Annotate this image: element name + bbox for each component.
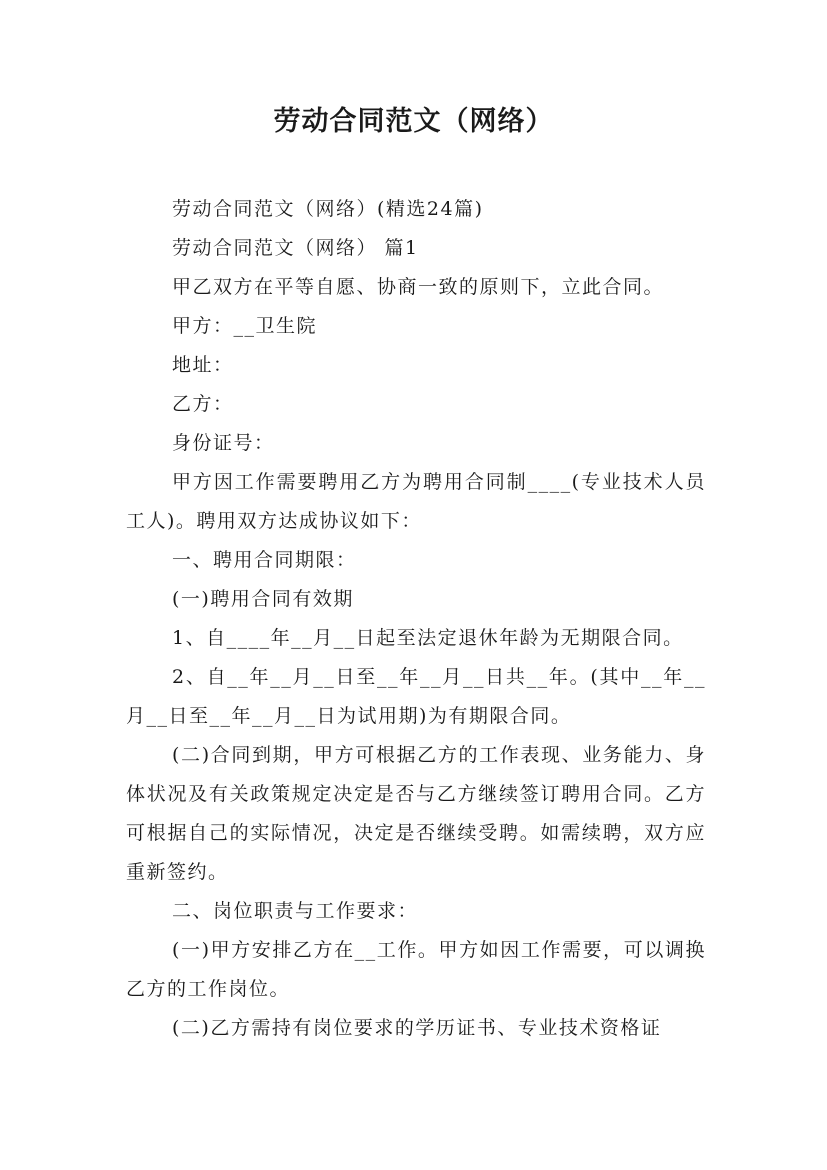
paragraph-subtitle: 劳动合同范文（网络）(精选24篇) [172, 198, 484, 220]
document-body [126, 190, 706, 1048]
paragraph-party-b: 乙方： [172, 393, 234, 415]
paragraph-assignment: (一)甲方安排乙方在__工作。甲方如因工作需要，可以调换乙方的工作岗位。 [126, 939, 706, 1000]
paragraph-renewal: (二)合同到期，甲方可根据乙方的工作表现、业务能力、身体状况及有关政策规定决定是否与乙方继续签订聘用合同。乙方可根据自己的实际情况，决定是否继续受聘。如需续聘，双方应重新签约。 [126, 744, 706, 883]
paragraph-id-number: 身份证号： [172, 432, 275, 454]
paragraph-validity: (一)聘用合同有效期 [172, 588, 354, 610]
paragraph-term-heading: 一、聘用合同期限： [172, 549, 357, 571]
paragraph-term-fixed: 2、自__年__月__日至__年__月__日共__年。(其中__年__月__日至__年__月__日为试用期)为有期限合同。 [126, 666, 706, 727]
paragraph-party-a: 甲方：__卫生院 [172, 315, 318, 337]
paragraph-duties-heading: 二、岗位职责与工作要求： [172, 900, 419, 922]
paragraph-hiring-purpose: 甲方因工作需要聘用乙方为聘用合同制____(专业技术人员工人)。聘用双方达成协议如下： [126, 471, 706, 532]
paragraph-qualification: (二)乙方需持有岗位要求的学历证书、专业技术资格证 [172, 1017, 662, 1039]
paragraph-section-heading: 劳动合同范文（网络） 篇1 [172, 237, 419, 259]
paragraph-term-unlimited: 1、自____年__月__日起至法定退休年龄为无期限合同。 [172, 627, 684, 649]
paragraph-address: 地址： [172, 354, 234, 376]
paragraph-principle: 甲乙双方在平等自愿、协商一致的原则下，立此合同。 [172, 276, 665, 298]
document-title: 劳动合同范文（网络） [273, 106, 554, 137]
